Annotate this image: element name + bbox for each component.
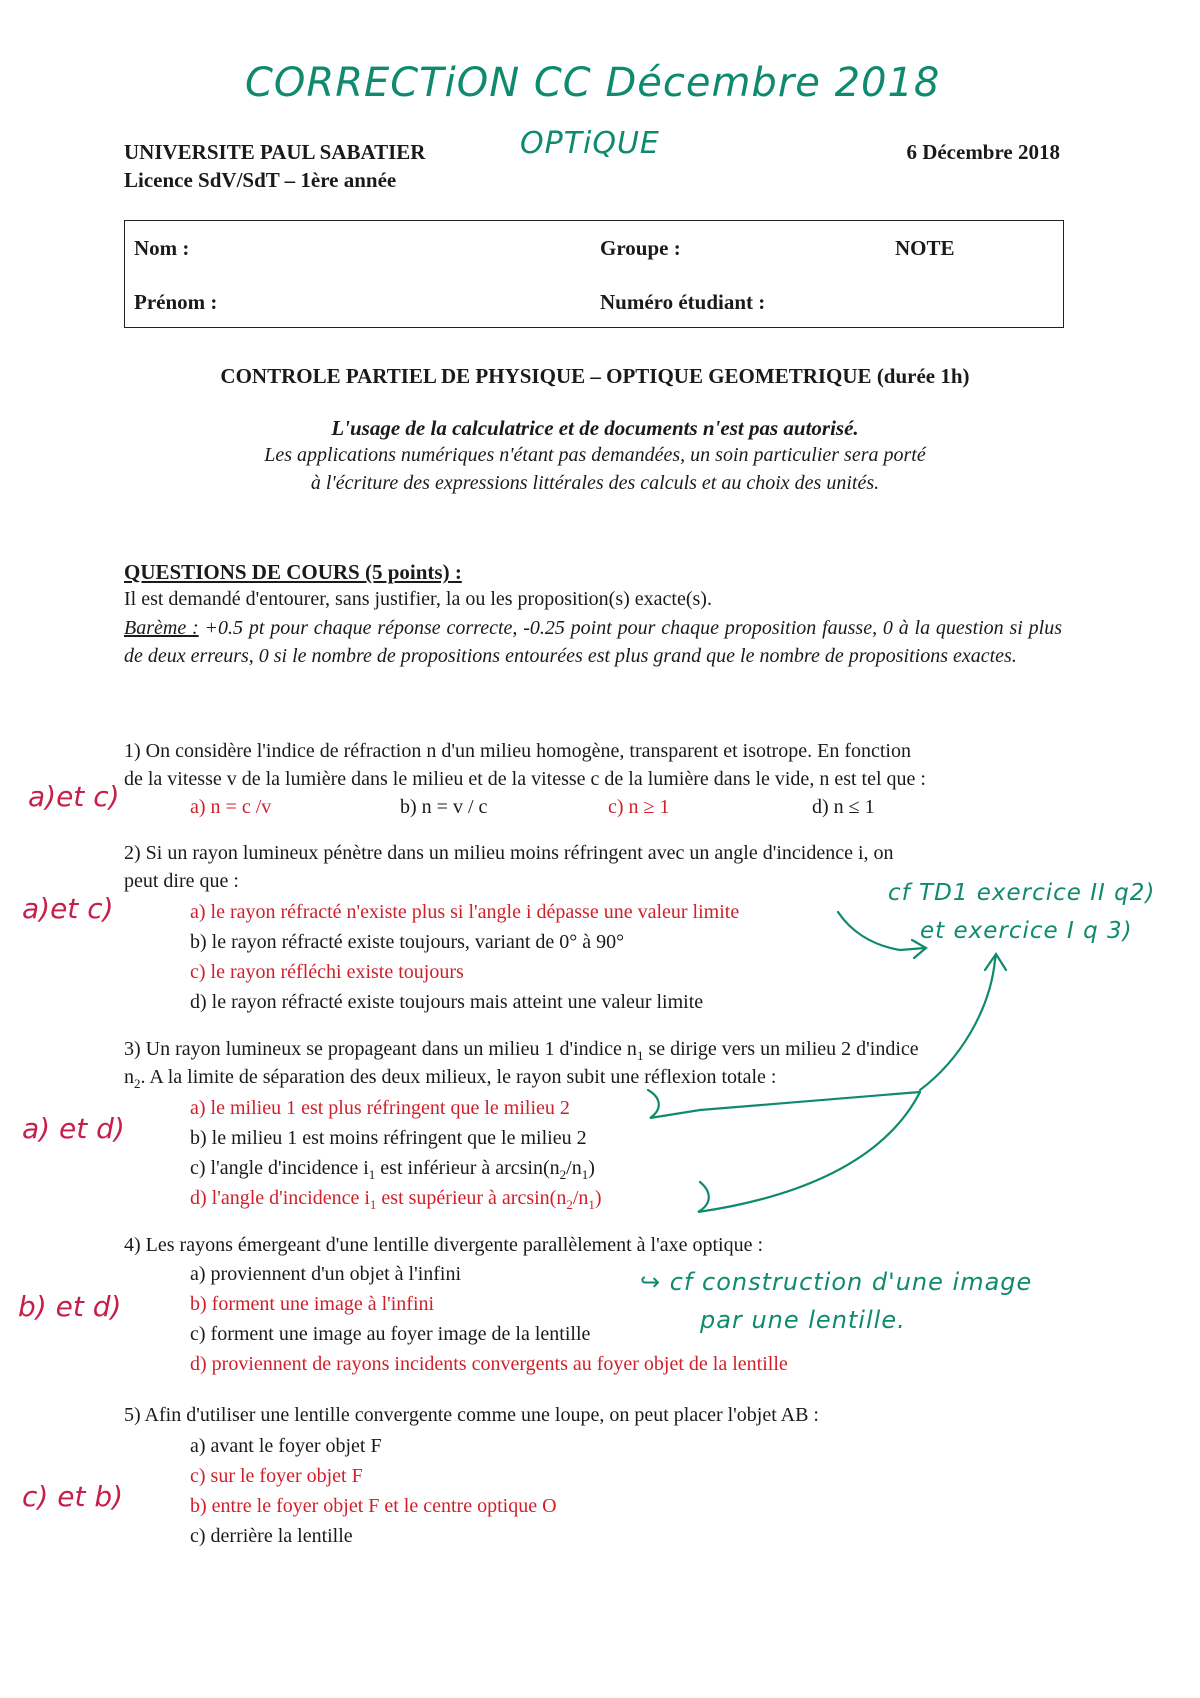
arrow-q3-up <box>920 954 1006 1090</box>
q3-option-c: c) l'angle d'incidence $i_1$ est inférieur à $\arcsin(n_2/n_1)$ <box>190 1157 595 1182</box>
q1-option-d: d) n ≤ 1 <box>812 796 875 818</box>
section-instruction: Il est demandé d'entourer, sans justifier, la ou les proposition(s) exacte(s). <box>124 588 712 610</box>
arrow-q3d-bracket <box>698 1092 920 1212</box>
handwritten-note-q4-line2: par une lentille. <box>700 1306 906 1334</box>
q1-line-1: 1) On considère l'indice de réfraction n d'un milieu homogène, transparent et isotrope. En fonction <box>124 740 911 762</box>
margin-answer-q1: a)et c) <box>28 780 120 813</box>
margin-answer-q4: b) et d) <box>18 1290 122 1323</box>
q5-option-a: a) avant le foyer objet F <box>190 1435 382 1457</box>
rule-calculator: L'usage de la calculatrice et de documents n'est pas autorisé. <box>331 416 859 440</box>
university-name: UNIVERSITE PAUL SABATIER <box>124 140 426 164</box>
section-heading: QUESTIONS DE COURS (5 points) : <box>124 560 462 584</box>
q1-option-b: b) n = v / c <box>400 796 488 818</box>
program-label: Licence SdV/SdT – 1ère année <box>124 168 397 192</box>
q5-option-d: c) derrière la lentille <box>190 1525 353 1547</box>
bareme-label: Barème : <box>124 617 199 639</box>
q4-option-a: a) proviennent d'un objet à l'infini <box>190 1263 462 1285</box>
q2-line-1: 2) Si un rayon lumineux pénètre dans un milieu moins réfringent avec un angle d'incidence i, on <box>124 842 894 864</box>
q2-line-2: peut dire que : <box>124 870 239 892</box>
groupe-label: Groupe : <box>600 236 681 260</box>
q4-option-c: c) forment une image au foyer image de la lentille <box>190 1323 591 1345</box>
q4-option-d: d) proviennent de rayons incidents convergents au foyer objet de la lentille <box>190 1353 788 1375</box>
q3-option-d: d) l'angle d'incidence $i_1$ est supérieur à $\arcsin(n_2/n_1)$ <box>190 1187 602 1212</box>
handwritten-note-q4-line1: ↪ cf construction d'une image <box>640 1268 1033 1296</box>
prenom-label: Prénom : <box>134 290 218 314</box>
rule-line-2: Les applications numériques n'étant pas demandées, un soin particulier sera porté <box>264 444 926 466</box>
handwritten-subtitle: OPTiQUE <box>520 126 660 161</box>
arrow-q2-to-note <box>838 912 926 958</box>
handwritten-note-q2-line1: cf TD1 exercice II q2) <box>888 880 1156 906</box>
exam-title: CONTROLE PARTIEL DE PHYSIQUE – OPTIQUE GEOMETRIQUE (durée 1h) <box>220 364 970 388</box>
q2-option-a: a) le rayon réfracté n'existe plus si l'angle i dépasse une valeur limite <box>190 901 740 923</box>
q5-option-b: c) sur le foyer objet F <box>190 1465 363 1487</box>
nom-label: Nom : <box>134 236 190 260</box>
note-label: NOTE <box>895 236 955 260</box>
margin-answer-q3: a) et d) <box>22 1112 125 1145</box>
bareme-paragraph <box>124 614 1062 670</box>
q1-option-c: c) n ≥ 1 <box>608 796 670 818</box>
q5-option-c: b) entre le foyer objet F et le centre optique O <box>190 1495 557 1517</box>
bareme-text: +0.5 pt pour chaque réponse correcte, -0.25 point pour chaque proposition fausse, 0 à la question si plus de deux erreurs, 0 si le nombre de propositions entourées est plus grand que le nombre de propositions exactes. <box>124 617 1062 667</box>
handwritten-note-q2-line2: et exercice I q 3) <box>920 918 1133 944</box>
exam-date: 6 Décembre 2018 <box>906 140 1060 164</box>
q4-option-b: b) forment une image à l'infini <box>190 1293 435 1315</box>
margin-answer-q2: a)et c) <box>22 892 114 925</box>
q3-line-2: $n_2$. A la limite de séparation des deux milieux, le rayon subit une réflexion totale : <box>124 1066 777 1091</box>
handwritten-title: CORRECTiON CC Décembre 2018 <box>245 60 941 106</box>
q3-option-a: a) le milieu 1 est plus réfringent que le milieu 2 <box>190 1097 570 1119</box>
q1-option-a: a) n = c /v <box>190 796 272 818</box>
rule-line-3: à l'écriture des expressions littérales des calculs et au choix des unités. <box>310 472 880 494</box>
q3-option-b: b) le milieu 1 est moins réfringent que le milieu 2 <box>190 1127 587 1149</box>
q2-option-b: b) le rayon réfracté existe toujours, variant de 0° à 90° <box>190 931 625 953</box>
q1-line-2: de la vitesse v de la lumière dans le milieu et de la vitesse c de la lumière dans le vide, n est tel que : <box>124 768 926 790</box>
q2-option-d: d) le rayon réfracté existe toujours mais atteint une valeur limite <box>190 991 704 1013</box>
margin-answer-q5: c) et b) <box>22 1480 124 1513</box>
numero-label: Numéro étudiant : <box>600 290 766 314</box>
q2-option-c: c) le rayon réfléchi existe toujours <box>190 961 464 983</box>
q5-line-1: 5) Afin d'utiliser une lentille convergente comme une loupe, on peut placer l'objet AB : <box>124 1404 819 1426</box>
q4-line-1: 4) Les rayons émergeant d'une lentille divergente parallèlement à l'axe optique : <box>124 1234 764 1256</box>
q3-line-1: 3) Un rayon lumineux se propageant dans un milieu 1 d'indice $n_1$ se dirige vers un milieu 2 d'indice <box>124 1038 919 1063</box>
